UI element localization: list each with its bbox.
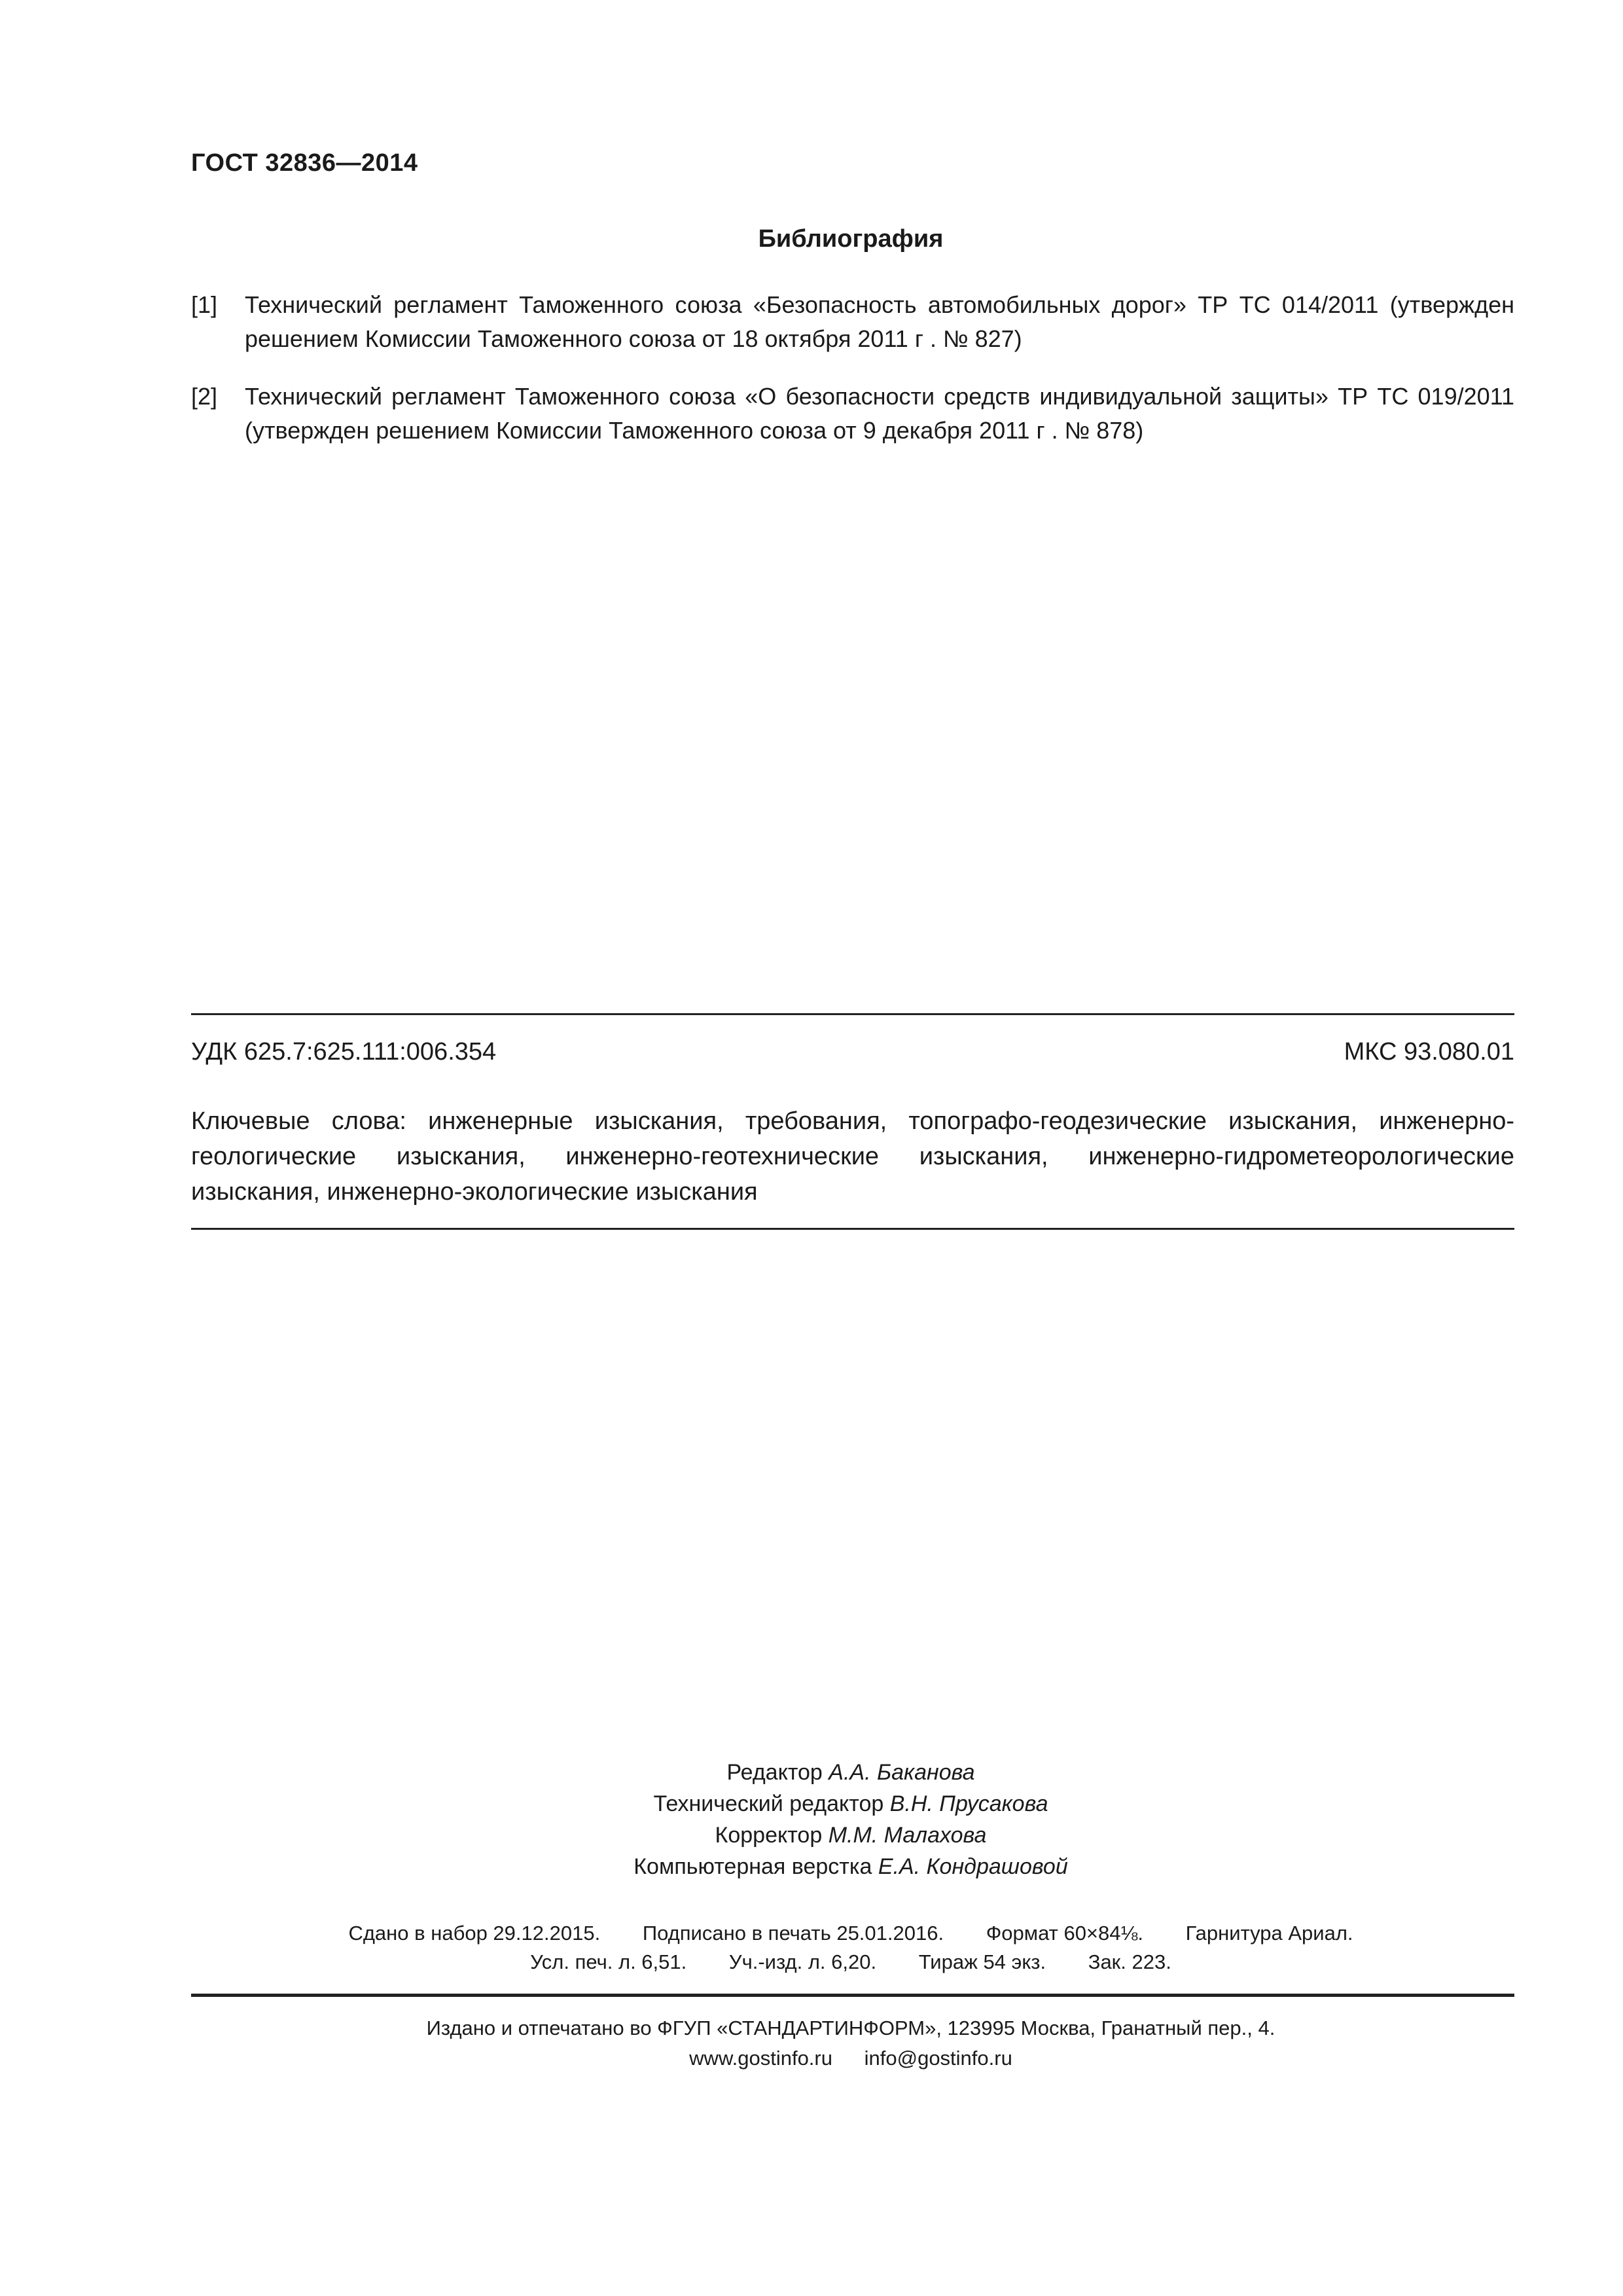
bibliography-item: [191, 288, 1514, 356]
divider-top: [191, 1013, 1514, 1015]
reference-number: [2]: [191, 383, 218, 410]
print-info-line-2: [0, 1948, 1623, 1977]
email-link[interactable]: info@gostinfo.ru: [864, 2047, 1012, 2070]
printed-sheets: Усл. печ. л. 6,51.: [530, 1950, 687, 1973]
credit-role: Компьютерная верстка: [633, 1854, 872, 1879]
credit-role: Редактор: [726, 1760, 823, 1785]
credit-line: [0, 1820, 1623, 1851]
order-number: Зак. 223.: [1088, 1950, 1171, 1973]
credit-role: Корректор: [715, 1823, 823, 1848]
udk-code: УДК 625.7:625.111:006.354: [191, 1038, 497, 1066]
credits-block: [0, 1757, 1623, 1882]
credit-line: [0, 1788, 1623, 1820]
keywords: Ключевые слова: инженерные изыскания, требования, топографо-геодезические изыскания, инженерно-геологические изыскания, инженерно-геотехнические изыскания, инженерно-гидрометеорологические изыскания, инженерно-экологические изыскания: [191, 1107, 1514, 1206]
credit-name: В.Н. Прусакова: [889, 1791, 1048, 1816]
reference-number: [1]: [191, 291, 218, 318]
publisher-block: [0, 2013, 1623, 2073]
credit-line: [0, 1757, 1623, 1788]
credit-role: Технический редактор: [653, 1791, 884, 1816]
print-info-line-1: [0, 1919, 1623, 1948]
publisher-contacts: [0, 2043, 1623, 2073]
credit-name: А.А. Баканова: [829, 1760, 975, 1785]
divider-bottom: [191, 1994, 1514, 1997]
format: Формат 60×84⅛.: [986, 1922, 1143, 1945]
credit-name: Е.А. Кондрашовой: [878, 1854, 1068, 1879]
credit-line: [0, 1851, 1623, 1882]
print-run: Тираж 54 экз.: [918, 1950, 1046, 1973]
reference-text: Технический регламент Таможенного союза «О безопасности средств индивидуальной защиты» ТР ТС 019/2011 (утвержден решением Комиссии Таможенного союза от 9 декабря 2011 г . № 878): [245, 383, 1514, 444]
typeface: Гарнитура Ариал.: [1185, 1922, 1353, 1945]
bibliography-title: Библиография: [758, 225, 944, 253]
mks-code: МКС 93.080.01: [1344, 1038, 1514, 1066]
credit-name: М.М. Малахова: [828, 1823, 987, 1848]
print-info: [0, 1919, 1623, 1977]
divider-middle: [191, 1228, 1514, 1230]
publisher-sheets: Уч.-изд. л. 6,20.: [728, 1950, 877, 1973]
typeset-date: Сдано в набор 29.12.2015.: [348, 1922, 601, 1945]
document-header: ГОСТ 32836—2014: [191, 149, 418, 177]
publisher-line: Издано и отпечатано во ФГУП «СТАНДАРТИНФОРМ», 123995 Москва, Гранатный пер., 4.: [426, 2017, 1275, 2039]
website-link[interactable]: www.gostinfo.ru: [689, 2047, 832, 2070]
reference-text: Технический регламент Таможенного союза «Безопасность автомобильных дорог» ТР ТС 014/2011 (утвержден решением Комиссии Таможенного союза от 18 октября 2011 г . № 827): [245, 291, 1514, 352]
bibliography-item: [191, 380, 1514, 448]
print-signed-date: Подписано в печать 25.01.2016.: [642, 1922, 944, 1945]
